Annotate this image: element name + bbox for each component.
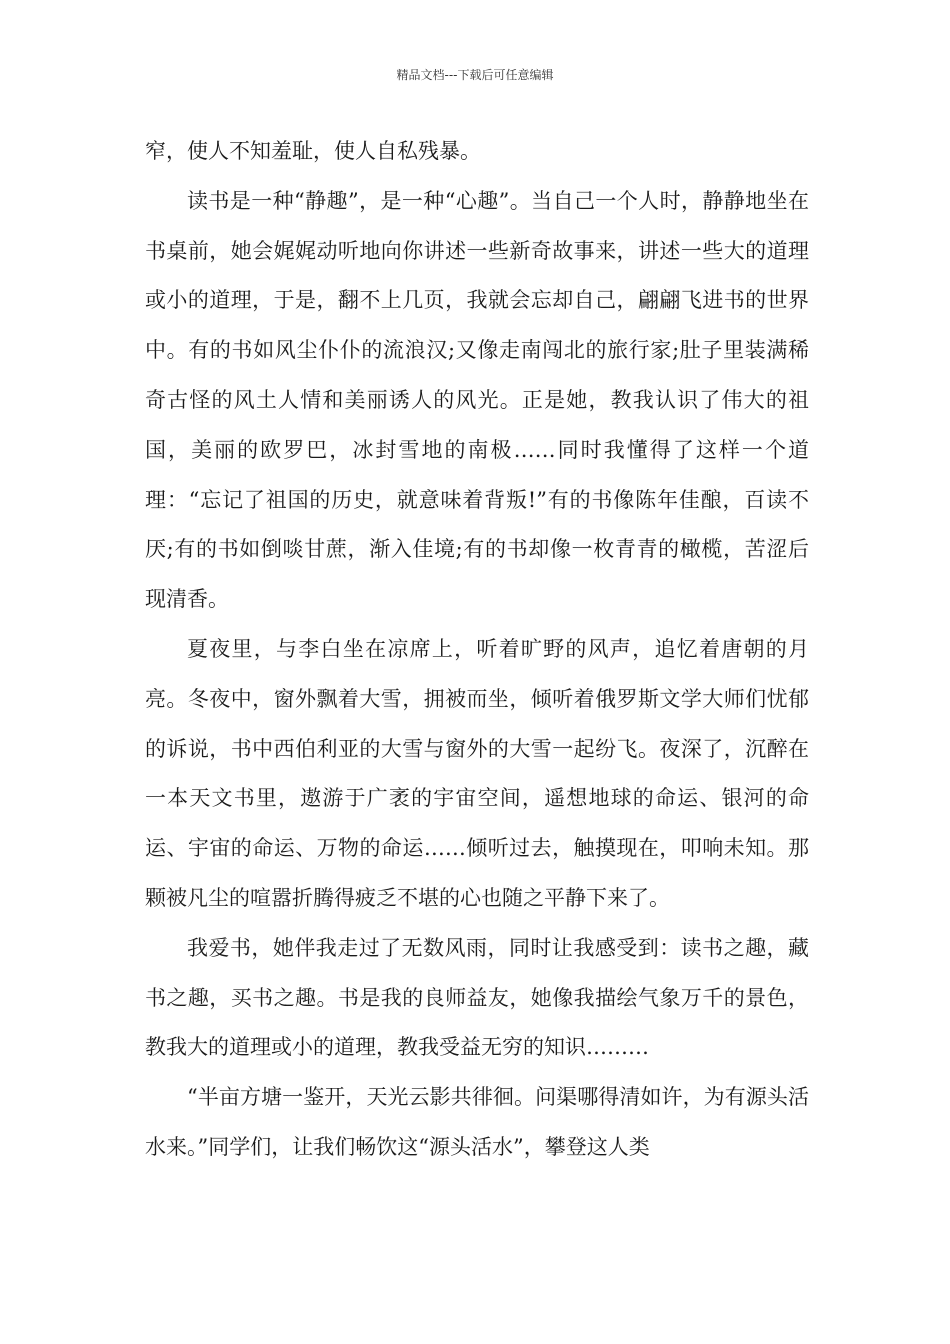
paragraph-love-books: 我爱书，她伴我走过了无数风雨，同时让我感受到：读书之趣，藏书之趣，买书之趣。书是我的良师益友，她像我描绘气象万千的景色，教我大的道理或小的道理，教我受益无穷的知识……… <box>145 935 809 1060</box>
paragraph-summer-night: 夏夜里，与李白坐在凉席上，听着旷野的风声，追忆着唐朝的月亮。冬夜中，窗外飘着大雪，拥被而坐，倾听着俄罗斯文学大师们忧郁的诉说，书中西伯利亚的大雪与窗外的大雪一起纷飞。夜深了，沉醉在一本天文书里，遨游于广袤的宇宙空间，遥想地球的命运、银河的命运、宇宙的命运、万物的命运……倾听过去，触摸现在，叩响未知。那颗被凡尘的喧嚣折腾得疲乏不堪的心也随之平静下来了。 <box>145 636 809 910</box>
page-header: 精品文档---下载后可任意编辑 <box>396 68 554 82</box>
paragraph-poem-quote: “半亩方塘一鉴开，天光云影共徘徊。问渠哪得清如许，为有源头活水来。”同学们，让我们畅饮这“源头活水”，攀登这人类 <box>145 1085 809 1159</box>
document-body <box>145 127 809 1173</box>
paragraph-reading-interest: 读书是一种“静趣”，是一种“心趣”。当自己一个人时，静静地坐在书桌前，她会娓娓动听地向你讲述一些新奇故事来，讲述一些大的道理或小的道理，于是，翻不上几页，我就会忘却自己，翩翩飞进书的世界中。有的书如风尘仆仆的流浪汉;又像走南闯北的旅行家;肚子里装满稀奇古怪的风土人情和美丽诱人的风光。正是她，教我认识了伟大的祖国，美丽的欧罗巴，冰封雪地的南极……同时我懂得了这样一个道理：“忘记了祖国的历史，就意味着背叛!”有的书像陈年佳酿，百读不厌;有的书如倒啖甘蔗，渐入佳境;有的书却像一枚青青的橄榄，苦涩后现清香。 <box>145 188 809 612</box>
paragraph-continuation: 窄，使人不知羞耻，使人自私残暴。 <box>145 139 481 163</box>
